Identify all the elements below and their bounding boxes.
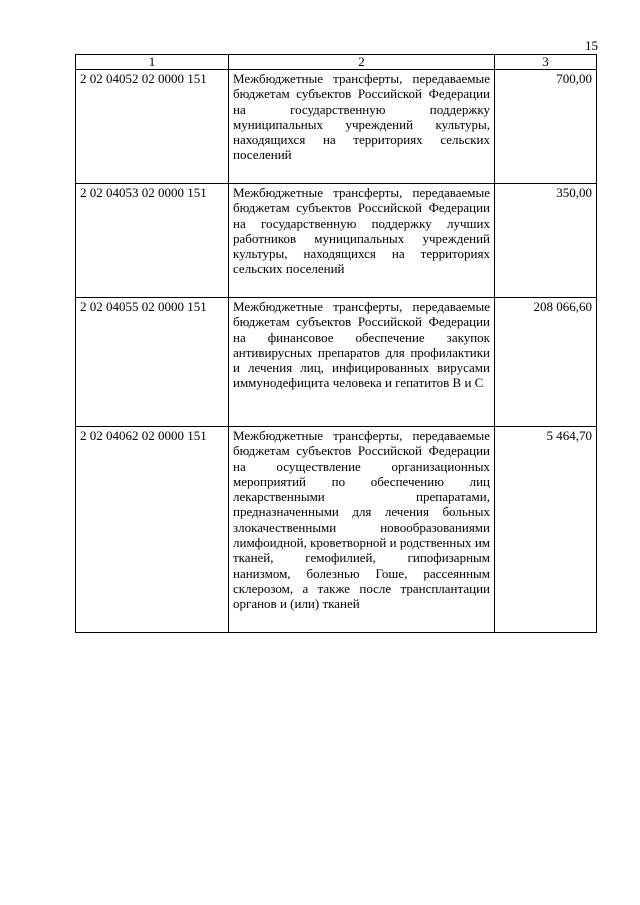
description-cell: Межбюджетные трансферты, передаваемые бюджетам субъектов Российской Федерации на государственную поддержку муниципальных учреждений культуры, находящихся на территориях сельских поселений bbox=[229, 70, 495, 184]
table-header-row bbox=[76, 55, 597, 70]
budget-code-cell: 2 02 04062 02 0000 151 bbox=[76, 427, 229, 633]
header-column-2: 2 bbox=[229, 55, 495, 70]
amount-cell: 350,00 bbox=[495, 184, 597, 298]
budget-code-cell: 2 02 04052 02 0000 151 bbox=[76, 70, 229, 184]
table-row bbox=[76, 184, 597, 298]
budget-code-cell: 2 02 04053 02 0000 151 bbox=[76, 184, 229, 298]
budget-code-cell: 2 02 04055 02 0000 151 bbox=[76, 298, 229, 427]
amount-cell: 700,00 bbox=[495, 70, 597, 184]
header-column-3: 3 bbox=[495, 55, 597, 70]
budget-table bbox=[75, 54, 597, 633]
header-column-1: 1 bbox=[76, 55, 229, 70]
amount-cell: 5 464,70 bbox=[495, 427, 597, 633]
description-cell: Межбюджетные трансферты, передаваемые бюджетам субъектов Российской Федерации на государственную поддержку лучших работников муниципальных учреждений культуры, находящихся на территориях сельских поселений bbox=[229, 184, 495, 298]
table-row bbox=[76, 70, 597, 184]
table-row bbox=[76, 298, 597, 427]
page-number: 15 bbox=[585, 38, 598, 53]
description-cell: Межбюджетные трансферты, передаваемые бюджетам субъектов Российской Федерации на финансовое обеспечение закупок антивирусных препаратов для профилактики и лечения лиц, инфицированных вирусами иммунодефицита человека и гепатитов В и С bbox=[229, 298, 495, 427]
description-cell: Межбюджетные трансферты, передаваемые бюджетам субъектов Российской Федерации на осуществление организационных мероприятий по обеспечению лиц лекарственными препаратами, предназначенными для лечения больных злокачественными новообразованиями лимфоидной, кроветворной и родственных им тканей, гемофилией, гипофизарным нанизмом, болезнью Гоше, рассеянным склерозом, а также после трансплантации органов и (или) тканей bbox=[229, 427, 495, 633]
table-row bbox=[76, 427, 597, 633]
amount-cell: 208 066,60 bbox=[495, 298, 597, 427]
